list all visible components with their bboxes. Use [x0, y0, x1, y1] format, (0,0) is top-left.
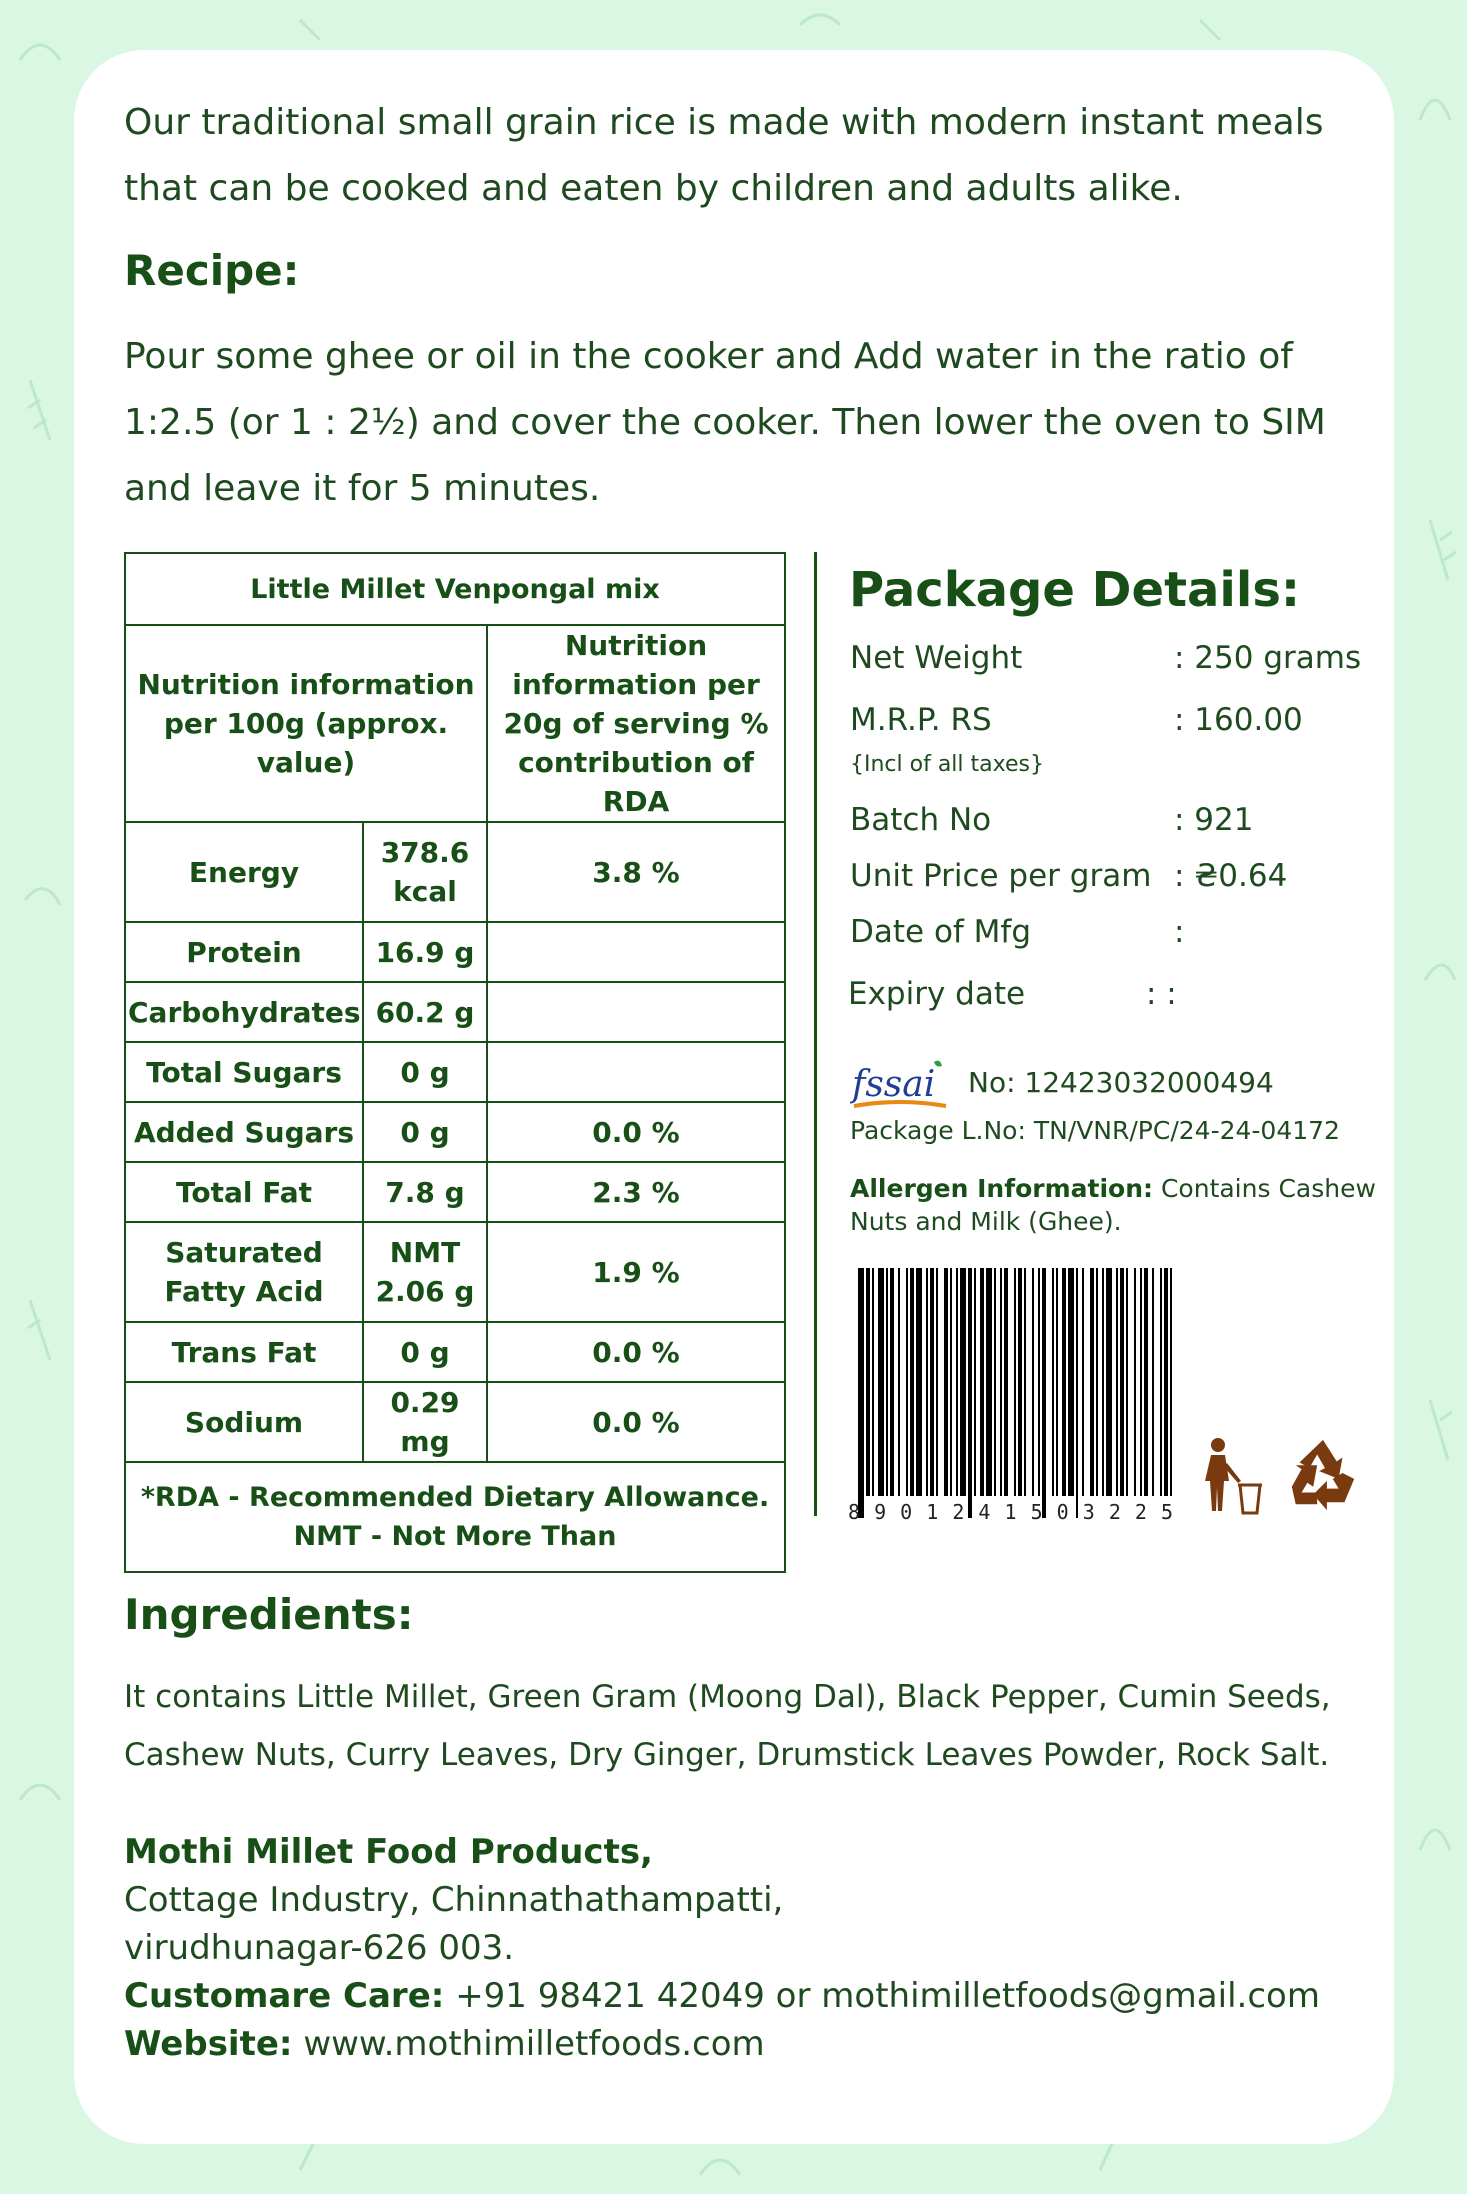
barcode-bar [1106, 1268, 1112, 1496]
nutrition-header-rda: Nutrition information per 20g of serving % contribution of RDA [487, 625, 785, 822]
nutrient-value: 7.8 g [363, 1162, 487, 1222]
customer-care-label: Customare Care: [124, 1976, 445, 2016]
barcode-bar [1164, 1268, 1168, 1496]
address-line-1: Cottage Industry, Chinnathathampatti, [124, 1880, 784, 1920]
nutrient-name: Energy [125, 822, 363, 922]
barcode-bar [906, 1268, 908, 1496]
table-row [125, 1382, 785, 1462]
nutrient-name: Saturated Fatty Acid [125, 1222, 363, 1322]
allergen-info [850, 1172, 1390, 1238]
recycle-icon [1284, 1435, 1362, 1515]
net-weight-value: : 250 grams [1174, 640, 1362, 676]
website-label: Website: [124, 2024, 293, 2064]
nutrient-value: 0 g [363, 1102, 487, 1162]
nutrient-rda [487, 1042, 785, 1102]
mrp-label: M.R.P. RS [850, 702, 992, 738]
nutrient-value: NMT 2.06 g [363, 1222, 487, 1322]
barcode-bar [926, 1268, 928, 1496]
barcode-bar [944, 1268, 948, 1496]
nutrient-value: 16.9 g [363, 922, 487, 982]
barcode-bar [1018, 1268, 1022, 1496]
customer-care [124, 1972, 1320, 2020]
barcode-bar [1000, 1268, 1002, 1496]
barcode-bar [968, 1268, 972, 1518]
net-weight-label: Net Weight [850, 640, 1023, 676]
nutrient-rda: 1.9 % [487, 1222, 785, 1322]
nutrient-value: 0 g [363, 1042, 487, 1102]
barcode-bar [858, 1268, 864, 1518]
nutrient-rda: 3.8 % [487, 822, 785, 922]
allergen-text: Contains Cashew Nuts and Milk (Ghee). [850, 1174, 1376, 1236]
nutrient-name: Total Fat [125, 1162, 363, 1222]
expiry-value: : : [1146, 976, 1177, 1012]
intro-text: Our traditional small grain rice is made with modern instant meals that can be cooked and eaten by children and adults alike. [124, 102, 1324, 209]
unit-price-label: Unit Price per gram [850, 858, 1152, 894]
barcode-bar [886, 1268, 888, 1496]
barcode-bar [936, 1268, 938, 1496]
address-line-2: virudhunagar-626 003. [124, 1928, 515, 1968]
nutrient-rda: 0.0 % [487, 1102, 785, 1162]
barcode-icon [858, 1268, 1176, 1518]
info-card [74, 50, 1394, 2144]
barcode-bar [1056, 1268, 1058, 1496]
unit-price-value: : ₴0.64 [1174, 858, 1288, 894]
barcode-bar [1076, 1268, 1078, 1518]
nutrient-value: 60.2 g [363, 982, 487, 1042]
mfg-label: Date of Mfg [850, 914, 1032, 950]
barcode-bar [960, 1268, 966, 1496]
mrp-value: : 160.00 [1174, 702, 1303, 738]
company-block [124, 1828, 1320, 2068]
recipe-heading: Recipe: [124, 246, 300, 295]
nutrient-name: Carbohydrates [125, 982, 363, 1042]
barcode-bar [890, 1268, 894, 1496]
table-row [125, 1222, 785, 1322]
nutrient-value: 378.6 kcal [363, 822, 487, 922]
nutrition-table [124, 552, 786, 1573]
nutrient-name: Total Sugars [125, 1042, 363, 1102]
nutrition-footnote [125, 1462, 785, 1572]
barcode-bar [1024, 1268, 1026, 1496]
barcode-bar [1120, 1268, 1124, 1496]
nutrition-title: Little Millet Venpongal mix [125, 553, 785, 625]
fssai-logo-text: fssai [852, 1064, 936, 1105]
barcode-bar [1082, 1268, 1084, 1496]
barcode-bar [1160, 1268, 1162, 1496]
allergen-label: Allergen Information: [850, 1174, 1154, 1203]
barcode-bar [878, 1268, 884, 1496]
barcode-bar [1062, 1268, 1066, 1496]
barcode-bar [1090, 1268, 1094, 1496]
license-number: Package L.No: TN/VNR/PC/24-24-04172 [850, 1116, 1340, 1145]
barcode-bar [1096, 1268, 1098, 1496]
barcode-bar [1052, 1268, 1054, 1496]
barcode-bar [898, 1268, 900, 1496]
nutrient-value: 0 g [363, 1322, 487, 1382]
barcode-bar [950, 1268, 952, 1496]
company-name: Mothi Millet Food Products, [124, 1832, 653, 1872]
barcode-bar [1004, 1268, 1008, 1496]
table-row [125, 982, 785, 1042]
batch-value: : 921 [1174, 802, 1254, 838]
table-row [125, 1102, 785, 1162]
barcode-bar [994, 1268, 996, 1496]
recipe-text: Pour some ghee or oil in the cooker and Add water in the ratio of 1:2.5 (or 1 : 2½) and cover the cooker. Then lower the oven to SIM and leave it for 5 minutes. [124, 336, 1326, 509]
nutrient-rda: 0.0 % [487, 1382, 785, 1462]
nutrient-rda: 2.3 % [487, 1162, 785, 1222]
barcode-bar [872, 1268, 874, 1496]
ingredients-heading: Ingredients: [124, 1590, 414, 1639]
website-value[interactable]: www.mothimilletfoods.com [303, 2024, 765, 2064]
footnote-rda: *RDA - Recommended Dietary Allowance. [140, 1482, 770, 1513]
barcode-bar [1152, 1268, 1154, 1496]
barcode-digits: 8 9 0 1 2 4 1 5 0 3 2 2 5 [848, 1500, 1175, 1524]
barcode-bar [974, 1268, 976, 1496]
barcode-bar [916, 1268, 922, 1496]
barcode-bar [866, 1268, 870, 1496]
nutrient-rda [487, 982, 785, 1042]
barcode-bar [930, 1268, 934, 1496]
barcode-bar [980, 1268, 984, 1496]
nutrient-name: Protein [125, 922, 363, 982]
nutrient-rda [487, 922, 785, 982]
barcode-bar [1116, 1268, 1118, 1496]
barcode-bar [1102, 1268, 1104, 1496]
table-row [125, 1322, 785, 1382]
barcode-bar [956, 1268, 958, 1496]
barcode-bar [1126, 1268, 1128, 1496]
column-divider [814, 552, 817, 1516]
nutrient-name: Trans Fat [125, 1322, 363, 1382]
nutrient-name: Sodium [125, 1382, 363, 1462]
barcode-bar [1038, 1268, 1040, 1496]
mfg-value: : [1174, 914, 1185, 950]
barcode-bar [1032, 1268, 1034, 1496]
barcode-bar [1140, 1268, 1142, 1496]
package-heading: Package Details: [849, 562, 1301, 618]
batch-label: Batch No [850, 802, 992, 838]
barcode-bar [910, 1268, 914, 1496]
barcode-bar [1170, 1268, 1172, 1496]
nutrient-name: Added Sugars [125, 1102, 363, 1162]
website [124, 2020, 1320, 2068]
barcode-bar [1014, 1268, 1016, 1496]
ingredients-text: It contains Little Millet, Green Gram (Moong Dal), Black Pepper, Cumin Seeds, Cashew Nuts, Curry Leaves, Dry Ginger, Drumstick Leaves Powder, Rock Salt. [124, 1679, 1331, 1773]
barcode-bar [986, 1268, 992, 1496]
barcode-bar [1144, 1268, 1148, 1496]
expiry-label: Expiry date [848, 976, 1026, 1012]
fssai-logo [850, 1058, 950, 1116]
table-row [125, 1042, 785, 1102]
mrp-note: {Incl of all taxes} [850, 752, 1044, 777]
nutrition-header-per100g: Nutrition information per 100g (approx. value) [125, 625, 487, 822]
customer-care-value: +91 98421 42049 or mothimilletfoods@gmail.com [455, 1976, 1320, 2016]
table-row [125, 822, 785, 922]
nutrient-rda: 0.0 % [487, 1322, 785, 1382]
table-row [125, 922, 785, 982]
barcode-bar [1068, 1268, 1074, 1496]
fssai-number: No: 12423032000494 [968, 1066, 1274, 1099]
nutrient-value: 0.29 mg [363, 1382, 487, 1462]
barcode-bar [1134, 1268, 1136, 1496]
barcode-bar [1042, 1268, 1046, 1518]
dispose-bin-icon [1204, 1435, 1264, 1515]
fssai-logo-swoosh [854, 1102, 946, 1106]
footnote-nmt: NMT - Not More Than [293, 1521, 617, 1552]
table-row [125, 1162, 785, 1222]
